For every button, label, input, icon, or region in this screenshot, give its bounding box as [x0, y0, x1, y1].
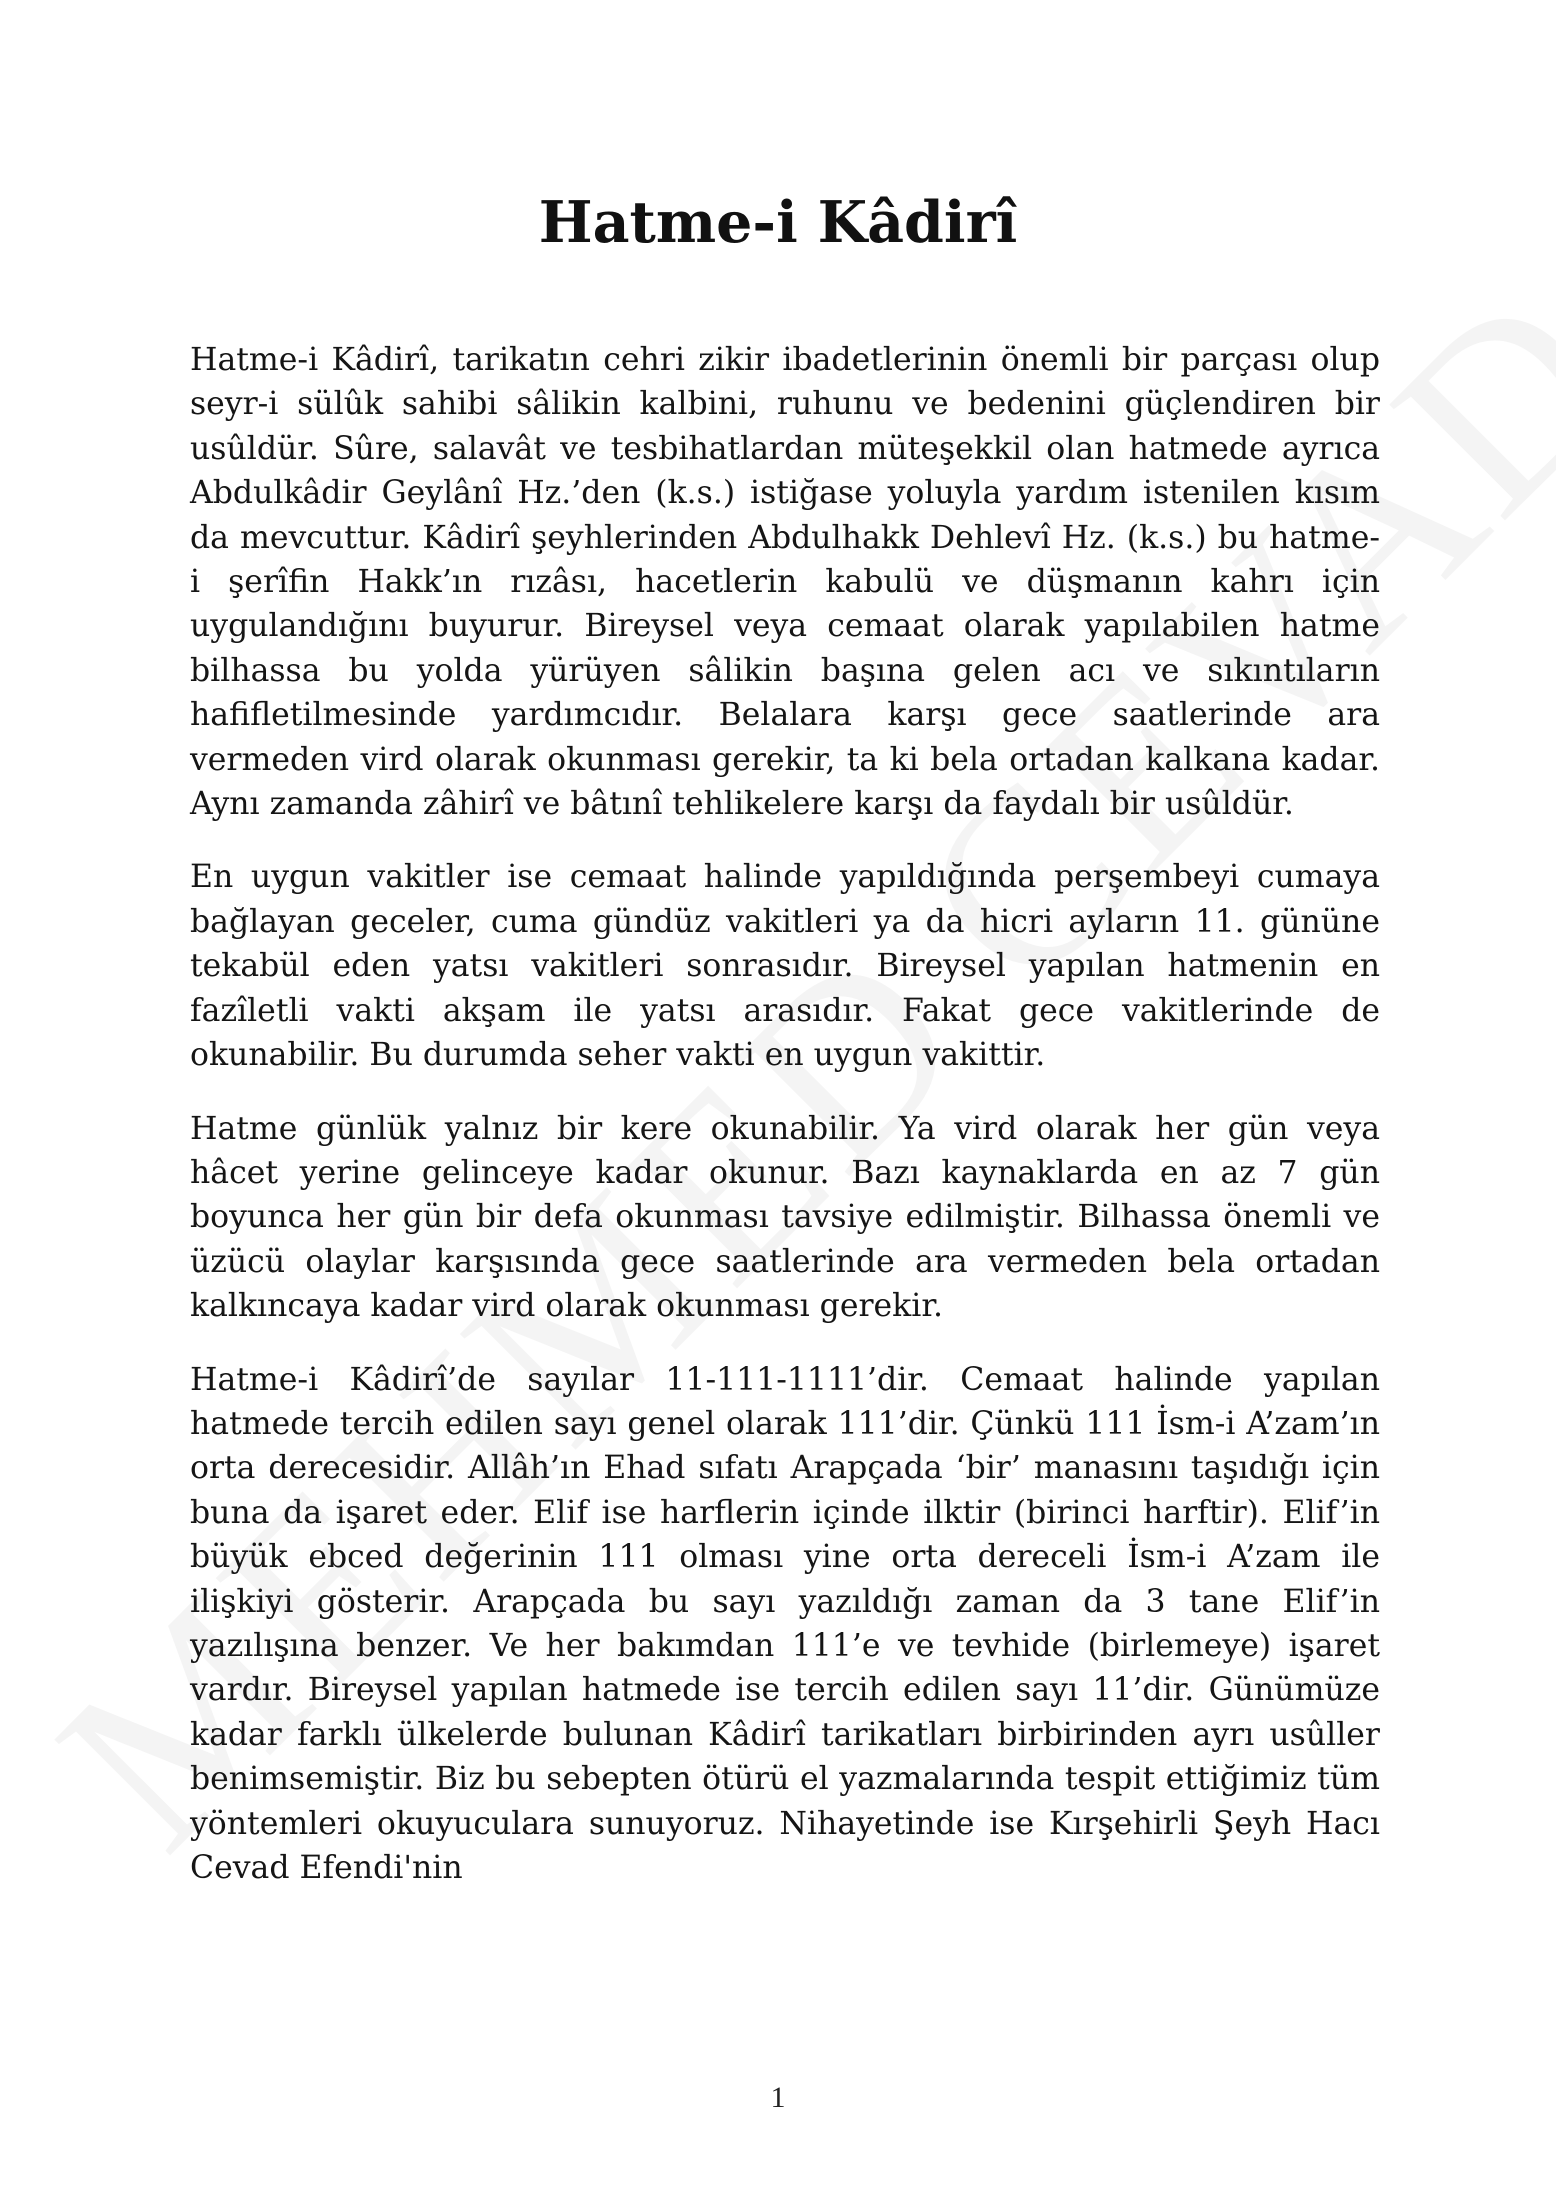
page-number: 1 — [770, 2081, 786, 2114]
paragraph-3: Hatme günlük yalnız bir kere okunabilir. Ya vird olarak her gün veya hâcet yerine gelinceye kadar okunur. Bazı kaynaklarda en az 7 gün boyunca her gün bir defa okunması tavsiye edilmiştir. Bilhassa önemli ve üzücü olaylar karşısında gece saatlerinde ara vermeden bela ortadan kalkıncaya kadar vird olarak okunması gerekir. — [190, 1110, 1380, 1325]
paragraph-4: Hatme-i Kâdirî’de sayılar 11-111-1111’dir. Cemaat halinde yapılan hatmede tercih edilen sayı genel olarak 111’dir. Çünkü 111 İsm-i A’zam’ın orta derecesidir. Allâh’ın Ehad sıfatı Arapçada ‘bir’ manasını taşıdığı için buna da işaret eder. Elif ise harflerin içinde ilktir (birinci harftir). Elif’in büyük ebced değerinin 111 olması yine orta dereceli İsm-i A’zam ile ilişkiyi gösterir. Arapçada bu sayı yazıldığı zaman da 3 tane Elif’in yazılışına benzer. Ve her bakımdan 111’e ve tevhide (birlemeye) işaret vardır. Bireysel yapılan hatmede ise tercih edilen sayı 11’dir. Günümüze kadar farklı ülkelerde bulunan Kâdirî tarikatları birbirinden ayrı usûller benimsemiştir. Biz bu sebepten ötürü el yazmalarında tespit ettiğimiz tüm yöntemleri okuyuculara sunuyoruz. Nihayetinde ise Kırşehirli Şeyh Hacı Cevad Efendi'nin — [190, 1361, 1380, 1886]
paragraph-1: Hatme-i Kâdirî, tarikatın cehri zikir ibadetlerinin önemli bir parçası olup seyr-i sülûk sahibi sâlikin kalbini, ruhunu ve bedenini güçlendiren bir usûldür. Sûre, salavât ve tesbihatlardan müteşekkil olan hatmede ayrıca Abdulkâdir Geylânî Hz.’den (k.s.) istiğase yoluyla yardım istenilen kısım da mevcuttur. Kâdirî şeyhlerinden Abdulhakk Dehlevî Hz. (k.s.) bu hatme-i şerîfin Hakk’ın rızâsı, hacetlerin kabulü ve düşmanın kahrı için uygulandığını buyurur. Bireysel veya cemaat olarak yapılabilen hatme bilhassa bu yolda yürüyen sâlikin başına gelen acı ve sıkıntıların hafifletilmesinde yardımcıdır. Belalara karşı gece saatlerinde ara vermeden vird olarak okunması gerekir, ta ki bela ortadan kalkana kadar. Aynı zamanda zâhirî ve bâtınî tehlikelere karşı da faydalı bir usûldür. — [190, 342, 1380, 823]
body-text — [190, 338, 1380, 1919]
paragraph-2: En uygun vakitler ise cemaat halinde yapıldığında perşembeyi cumaya bağlayan geceler, cuma gündüz vakitleri ya da hicri ayların 11. gününe tekabül eden yatsı vakitleri sonrasıdır. Bireysel yapılan hatmenin en fazîletli vakti akşam ile yatsı arasıdır. Fakat gece vakitlerinde de okunabilir. Bu durumda seher vakti en uygun vakittir. — [190, 859, 1380, 1074]
page-title: Hatme-i Kâdirî — [538, 189, 1018, 256]
